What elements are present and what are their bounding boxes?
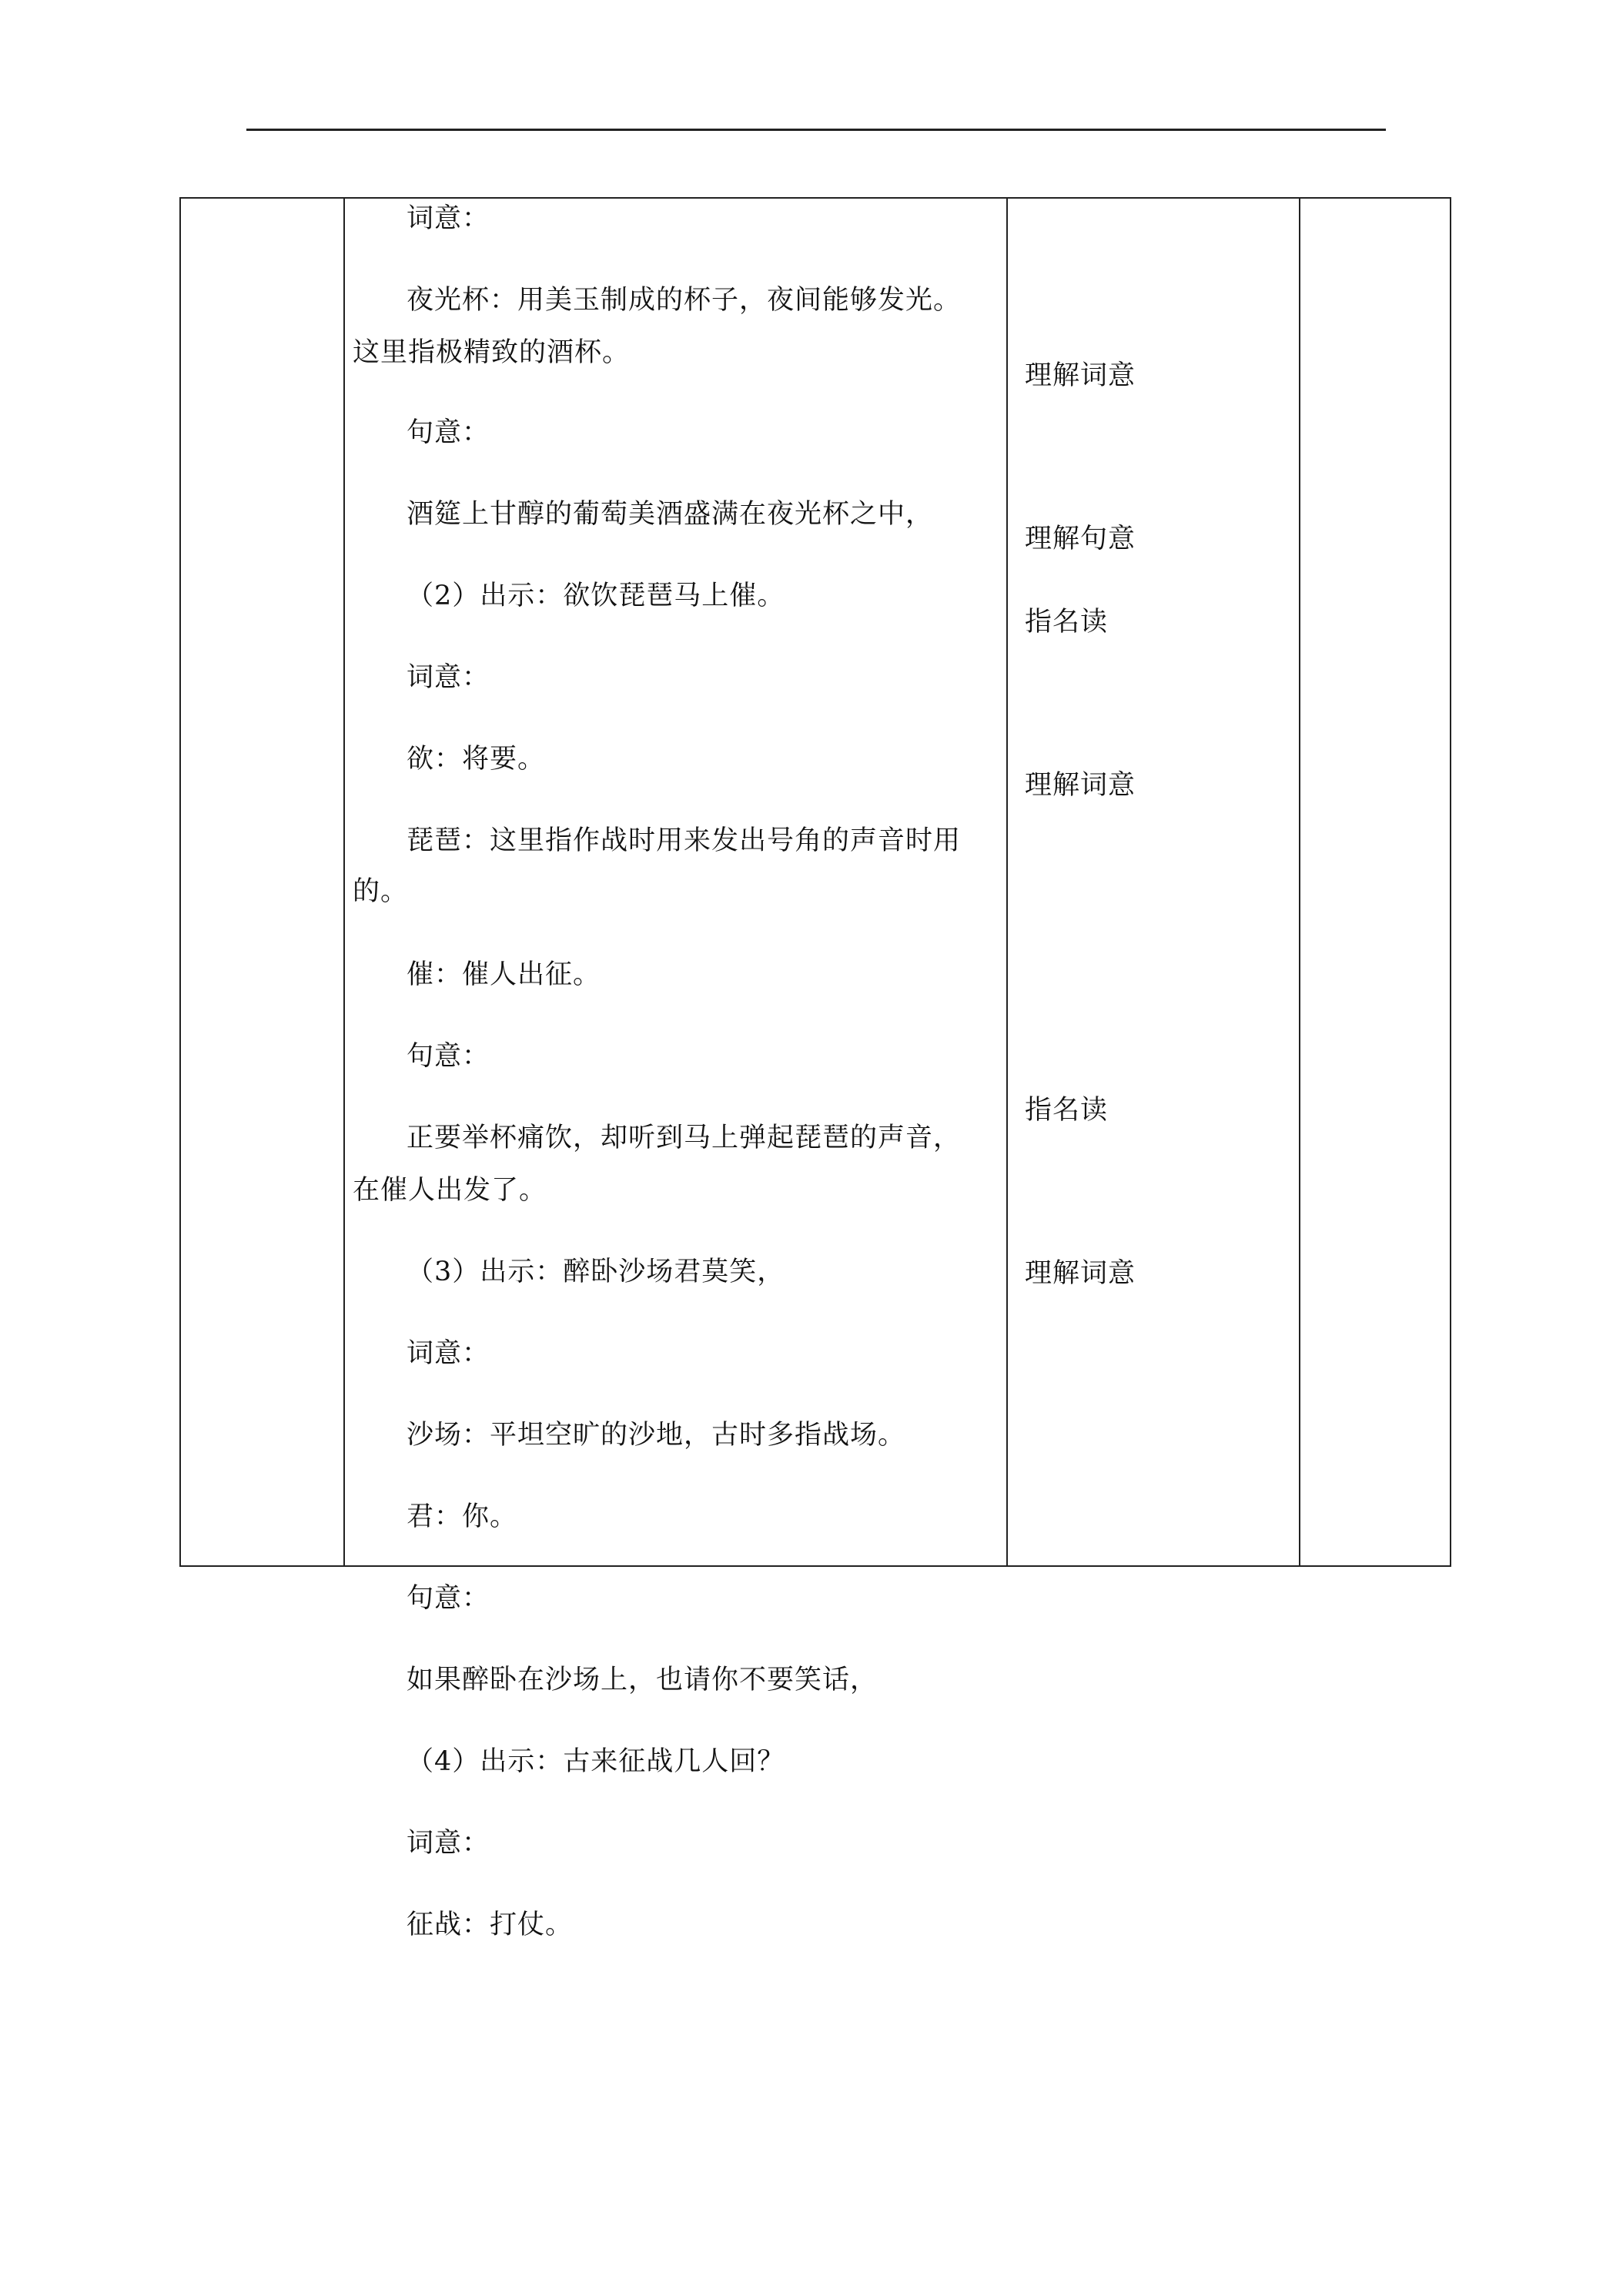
content-line: 句意：: [407, 1041, 490, 1072]
content-line: 征战：打仗。: [407, 1909, 574, 1940]
content-line: 这里指极精致的酒杯。: [353, 337, 631, 368]
content-line: 句意：: [407, 417, 490, 448]
activity-line: 理解句意: [1025, 524, 1136, 554]
activity-line: 指名读: [1025, 607, 1109, 638]
lesson-table: [179, 197, 1451, 1940]
content-line: 在催人出发了。: [353, 1175, 547, 1206]
content-line: 催：催人出征。: [407, 959, 601, 990]
content-line: 词意：: [407, 662, 490, 693]
content-line: 夜光杯：用美玉制成的杯子，夜间能够发光。: [407, 285, 962, 316]
content-line: 正要举杯痛饮，却听到马上弹起琵琶的声音，: [407, 1123, 962, 1153]
student-activity-cell: [1008, 199, 1299, 1565]
content-line: （3）出示：醉卧沙场君莫笑，: [407, 1257, 785, 1287]
header-rule: [246, 129, 1386, 131]
content-line: 如果醉卧在沙场上，也请你不要笑话，: [407, 1665, 878, 1695]
content-line: 酒筵上甘醇的葡萄美酒盛满在夜光杯之中，: [407, 499, 934, 530]
content-line: 词意：: [407, 1338, 490, 1369]
content-line: 的。: [353, 876, 409, 907]
activity-line: 理解词意: [1025, 770, 1136, 801]
column-divider: [1299, 199, 1300, 1565]
teaching-content-cell: [345, 199, 1006, 1940]
content-line: 琵琶：这里指作战时用来发出号角的声音时用: [407, 825, 962, 856]
activity-line: 理解词意: [1025, 1258, 1136, 1289]
activity-line: 指名读: [1025, 1095, 1109, 1126]
content-line: 君：你。: [407, 1501, 518, 1532]
content-line: 词意：: [407, 203, 490, 234]
content-line: 句意：: [407, 1583, 490, 1614]
content-line: 欲：将要。: [407, 744, 546, 775]
content-line: 沙场：平坦空旷的沙地，古时多指战场。: [407, 1420, 906, 1451]
content-line: 词意：: [407, 1828, 490, 1859]
content-line: （2）出示：欲饮琵琶马上催。: [407, 581, 785, 611]
content-line: （4）出示：古来征战几人回？: [407, 1746, 785, 1777]
activity-line: 理解词意: [1025, 360, 1136, 391]
